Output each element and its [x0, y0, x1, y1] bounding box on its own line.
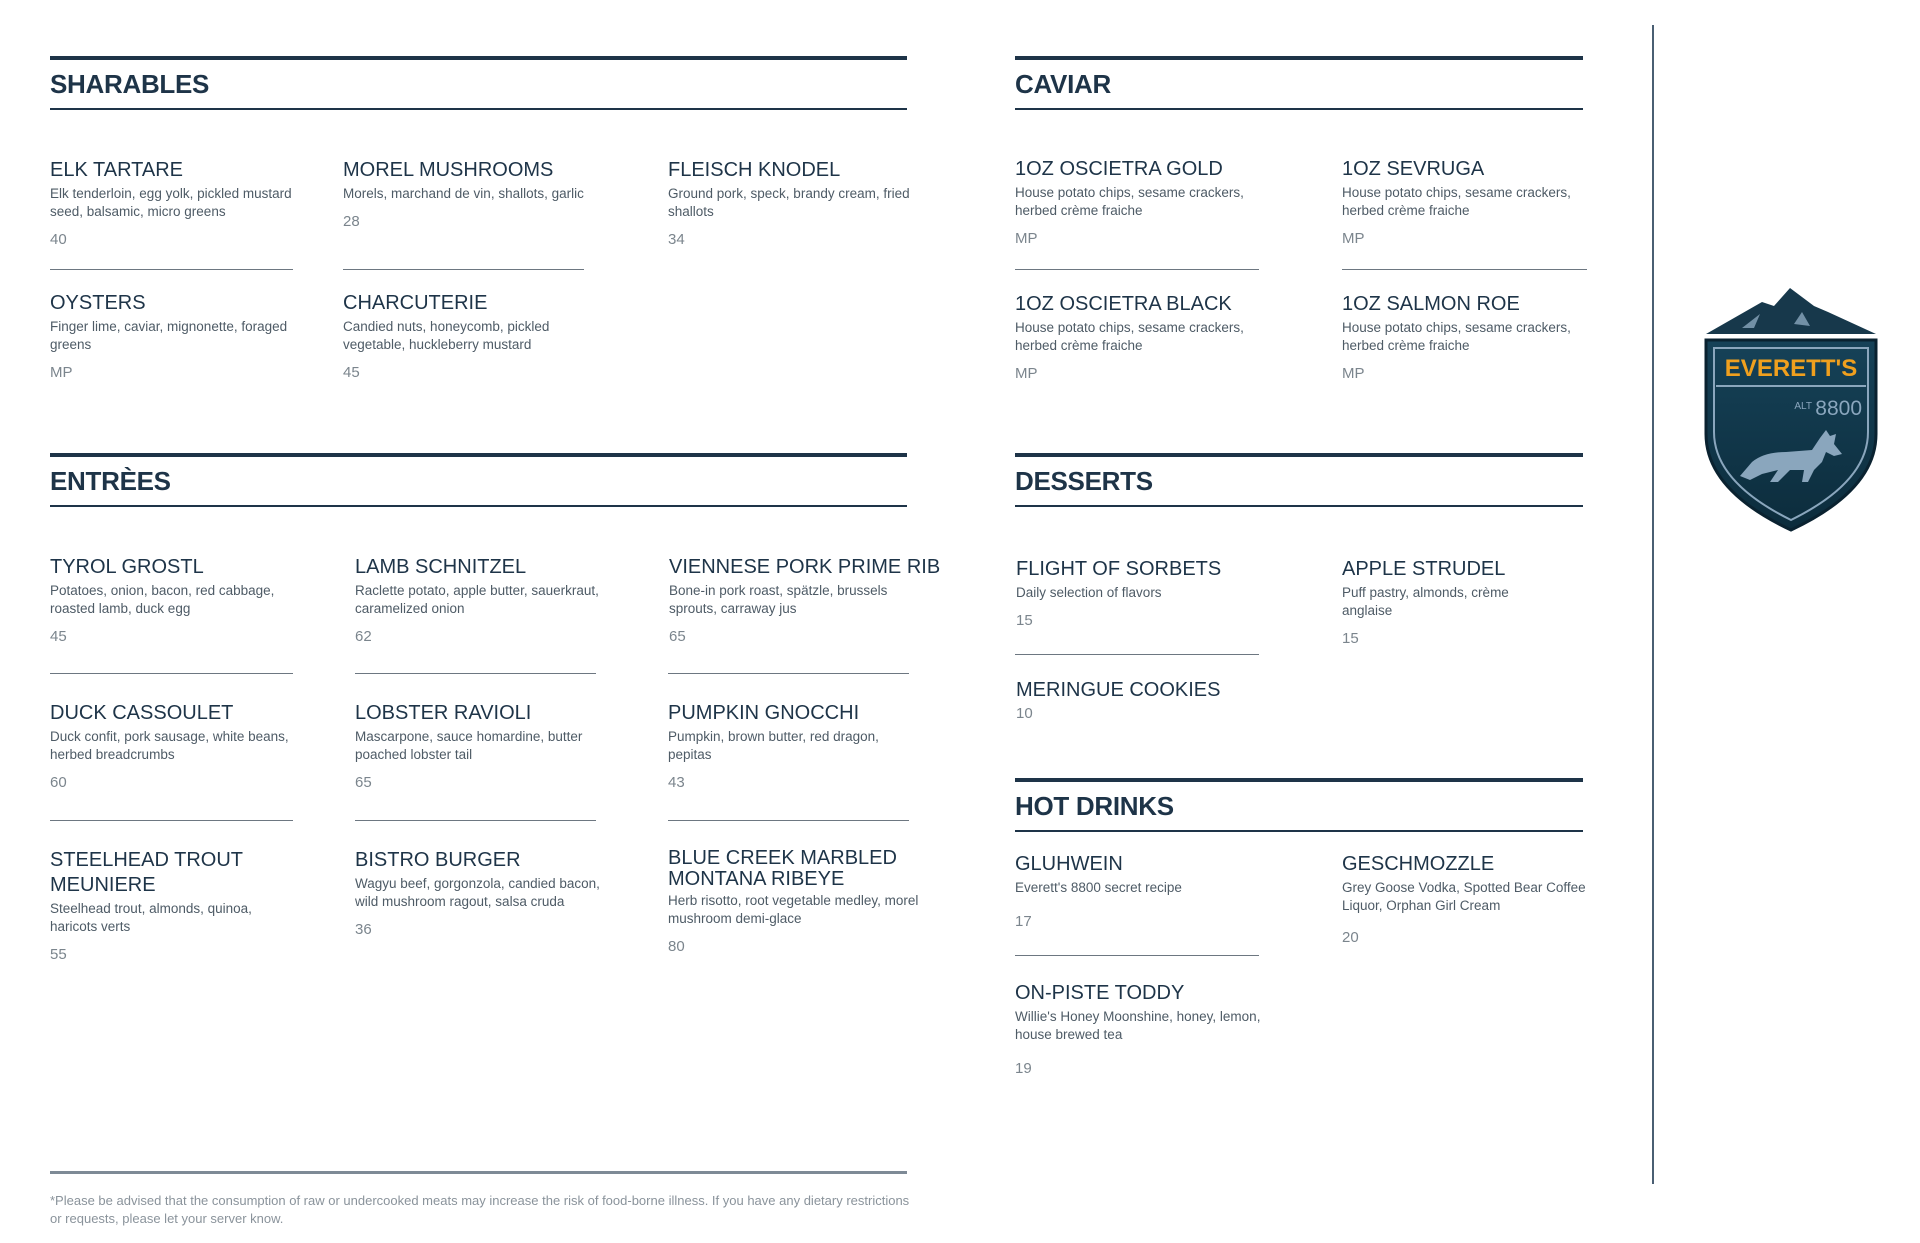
- section-hot-drinks: [1015, 778, 1583, 832]
- menu-item: [355, 848, 620, 938]
- item-price: 65: [669, 628, 686, 645]
- section-sharables: [50, 56, 907, 110]
- menu-item: [1015, 292, 1265, 382]
- item-price: MP: [1015, 365, 1038, 382]
- item-price: 40: [50, 231, 67, 248]
- menu-item: [1342, 157, 1592, 247]
- menu-item: [50, 158, 295, 248]
- item-description: Bone-in pork roast, spätzle, brussels sprouts, carraway jus: [669, 583, 888, 616]
- item-divider: [1015, 955, 1259, 956]
- menu-item: [1342, 852, 1592, 946]
- item-price: 34: [668, 231, 685, 248]
- menu-item: [1015, 852, 1265, 930]
- menu-item: [355, 701, 610, 791]
- mountain-icon: [1706, 288, 1876, 334]
- vertical-divider: [1652, 25, 1654, 1184]
- item-name: PUMPKIN GNOCCHI: [668, 702, 860, 724]
- item-name: GESCHMOZZLE: [1342, 853, 1495, 875]
- section-title: DESSERTS: [1015, 453, 1583, 507]
- logo-alt-value: 8800: [1815, 397, 1862, 420]
- item-description: House potato chips, sesame crackers, herbed crème fraiche: [1342, 320, 1571, 353]
- item-name: ON-PISTE TODDY: [1015, 982, 1185, 1004]
- item-description: Wagyu beef, gorgonzola, candied bacon, wild mushroom ragout, salsa cruda: [355, 876, 600, 909]
- item-name: 1OZ SEVRUGA: [1342, 158, 1485, 180]
- item-description: Daily selection of flavors: [1016, 585, 1162, 600]
- item-price: 20: [1342, 929, 1359, 946]
- item-description: House potato chips, sesame crackers, herbed crème fraiche: [1015, 320, 1244, 353]
- item-name: DUCK CASSOULET: [50, 702, 234, 724]
- menu-item: [50, 555, 295, 645]
- item-price: 36: [355, 921, 372, 938]
- item-name: MERINGUE COOKIES: [1016, 679, 1221, 701]
- section-caviar: [1015, 56, 1583, 110]
- menu-item: [1342, 292, 1592, 382]
- item-price: 28: [343, 213, 360, 230]
- item-name: GLUHWEIN: [1015, 853, 1123, 875]
- item-name: 1OZ SALMON ROE: [1342, 293, 1520, 315]
- item-price: 62: [355, 628, 372, 645]
- item-name: MOREL MUSHROOMS: [343, 159, 554, 181]
- menu-item: [669, 555, 941, 645]
- item-description: Steelhead trout, almonds, quinoa, haricots verts: [50, 901, 252, 934]
- menu-item: [343, 291, 588, 381]
- item-name: TYROL GROSTL: [50, 556, 204, 578]
- menu-item: [668, 848, 948, 955]
- logo-name: EVERETT'S: [1724, 355, 1858, 382]
- item-description: Puff pastry, almonds, crème anglaise: [1342, 585, 1509, 618]
- item-divider: [1015, 269, 1259, 270]
- item-name: VIENNESE PORK PRIME RIB: [669, 556, 941, 578]
- item-name: STEELHEAD TROUT MEUNIERE: [50, 849, 243, 896]
- menu-item: [1342, 557, 1562, 647]
- item-name: ELK TARTARE: [50, 159, 184, 181]
- menu-item: [50, 848, 295, 963]
- item-description: Candied nuts, honeycomb, pickled vegetable, huckleberry mustard: [343, 319, 550, 352]
- menu-item: [50, 291, 295, 381]
- item-name: APPLE STRUDEL: [1342, 558, 1506, 580]
- item-divider: [50, 820, 293, 821]
- menu-item: [343, 158, 588, 230]
- menu-item: [50, 701, 295, 791]
- item-divider: [355, 820, 596, 821]
- item-name: BISTRO BURGER: [355, 849, 521, 871]
- item-price: MP: [1342, 365, 1365, 382]
- section-title: ENTRÈES: [50, 453, 907, 507]
- menu-item: [1015, 157, 1265, 247]
- section-entrees: [50, 453, 907, 507]
- item-description: Willie's Honey Moonshine, honey, lemon, house brewed tea: [1015, 1009, 1261, 1042]
- item-price: 45: [50, 628, 67, 645]
- item-divider: [668, 673, 909, 674]
- item-name: LOBSTER RAVIOLI: [355, 702, 532, 724]
- item-name: 1OZ OSCIETRA BLACK: [1015, 293, 1232, 315]
- item-description: House potato chips, sesame crackers, herbed crème fraiche: [1342, 185, 1571, 218]
- logo-alt-label: ALT: [1794, 401, 1812, 412]
- item-description: Grey Goose Vodka, Spotted Bear Coffee Liquor, Orphan Girl Cream: [1342, 880, 1586, 913]
- item-name: FLEISCH KNODEL: [668, 159, 841, 181]
- item-divider: [1342, 269, 1587, 270]
- item-price: 17: [1015, 913, 1032, 930]
- item-name: BLUE CREEK MARBLED MONTANA RIBEYE: [668, 847, 897, 890]
- item-description: Mascarpone, sauce homardine, butter poached lobster tail: [355, 729, 583, 762]
- item-description: Everett's 8800 secret recipe: [1015, 880, 1182, 895]
- item-name: CHARCUTERIE: [343, 292, 488, 314]
- menu-item: [1016, 678, 1266, 722]
- footer-divider: [50, 1171, 907, 1174]
- section-title: HOT DRINKS: [1015, 778, 1583, 832]
- item-name: FLIGHT OF SORBETS: [1016, 558, 1222, 580]
- item-price: 45: [343, 364, 360, 381]
- item-description: Pumpkin, brown butter, red dragon, pepitas: [668, 729, 879, 762]
- item-price: 60: [50, 774, 67, 791]
- everetts-logo: [1702, 284, 1880, 532]
- item-name: 1OZ OSCIETRA GOLD: [1015, 158, 1223, 180]
- item-divider: [50, 269, 293, 270]
- item-description: Potatoes, onion, bacon, red cabbage, roasted lamb, duck egg: [50, 583, 275, 616]
- section-title: CAVIAR: [1015, 56, 1583, 110]
- item-price: 43: [668, 774, 685, 791]
- item-description: Ground pork, speck, brandy cream, fried shallots: [668, 186, 910, 219]
- item-price: MP: [1015, 230, 1038, 247]
- item-description: Elk tenderloin, egg yolk, pickled mustard seed, balsamic, micro greens: [50, 186, 292, 219]
- item-price: MP: [50, 364, 73, 381]
- item-description: Herb risotto, root vegetable medley, morel mushroom demi-glace: [668, 893, 919, 926]
- item-divider: [343, 269, 584, 270]
- item-divider: [50, 673, 293, 674]
- menu-item: [355, 555, 610, 645]
- section-desserts: [1015, 453, 1583, 507]
- item-description: Raclette potato, apple butter, sauerkraut, caramelized onion: [355, 583, 599, 616]
- item-price: MP: [1342, 230, 1365, 247]
- item-price: 10: [1016, 705, 1033, 722]
- item-description: Duck confit, pork sausage, white beans, herbed breadcrumbs: [50, 729, 289, 762]
- item-price: 15: [1342, 630, 1359, 647]
- menu-item: [668, 701, 913, 791]
- item-name: OYSTERS: [50, 292, 146, 314]
- item-price: 65: [355, 774, 372, 791]
- item-price: 15: [1016, 612, 1033, 629]
- item-name: LAMB SCHNITZEL: [355, 556, 527, 578]
- item-description: Finger lime, caviar, mignonette, foraged greens: [50, 319, 288, 352]
- item-price: 80: [668, 938, 685, 955]
- item-description: House potato chips, sesame crackers, herbed crème fraiche: [1015, 185, 1244, 218]
- item-divider: [1015, 654, 1259, 655]
- menu-item: [1016, 557, 1266, 629]
- menu-item: [668, 158, 913, 248]
- item-divider: [668, 820, 909, 821]
- menu-item: [1015, 981, 1265, 1077]
- item-price: 19: [1015, 1060, 1032, 1077]
- footnote: *Please be advised that the consumption of raw or undercooked meats may increase the risk of food-borne illness. If you have any dietary restrictions or requests, please let your server know.: [50, 1193, 910, 1226]
- item-price: 55: [50, 946, 67, 963]
- item-description: Morels, marchand de vin, shallots, garlic: [343, 186, 584, 201]
- item-divider: [355, 673, 596, 674]
- section-title: SHARABLES: [50, 56, 907, 110]
